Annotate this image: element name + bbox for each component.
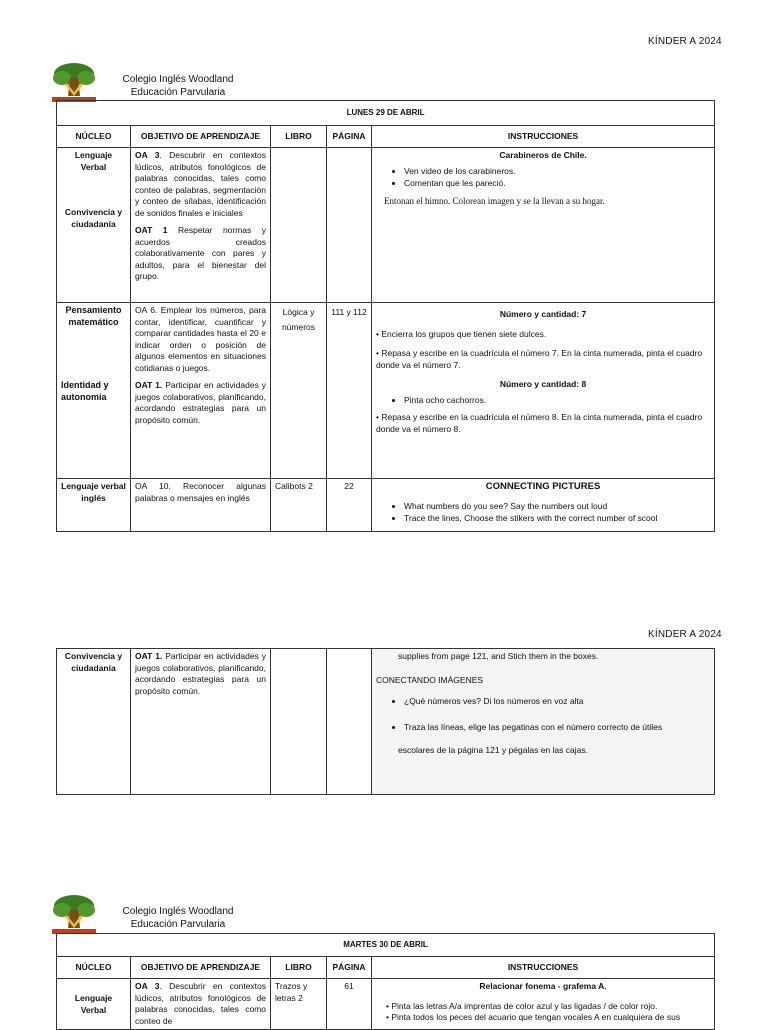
instructions-cell bbox=[372, 148, 715, 303]
col-instrucciones: INSTRUCCIONES bbox=[372, 957, 715, 979]
col-nucleo: NÚCLEO bbox=[57, 126, 131, 148]
nucleo-label: Lenguaje Verbal bbox=[74, 150, 113, 172]
objective-cell bbox=[131, 649, 271, 795]
nucleo-cell: Lenguaje Verbal bbox=[57, 979, 131, 1030]
oa-text: . Descubrir en contextos lúdicos, atributos fonológicos de palabras conocidas, tales como conteo de bbox=[135, 981, 266, 1026]
table-row bbox=[57, 148, 715, 303]
col-nucleo: NÚCLEO bbox=[57, 957, 131, 979]
plan-table-tuesday bbox=[56, 933, 715, 1030]
activity-line: • Pinta todos los peces del acuario que tengan vocales A en cualquiera de sus bbox=[386, 1012, 681, 1022]
activity-line: supplies from page 121, and Stich them in the boxes. bbox=[398, 651, 599, 661]
oat-text: Participar en actividades y juegos colaborativos, planificando, acordando estrategias para un propósito común. bbox=[135, 651, 266, 696]
activity-title: CONECTANDO IMÁGENES bbox=[376, 674, 484, 685]
activity-line: escolares de la página 121 y pégalas en las cajas. bbox=[398, 745, 588, 755]
col-libro: LIBRO bbox=[271, 957, 327, 979]
activity-line: • Pinta las letras A/a imprentas de color azul y las ligadas / de color rojo. bbox=[386, 1000, 658, 1011]
nucleo-cell: Convivencia y ciudadanía bbox=[57, 649, 131, 795]
book-cell bbox=[271, 649, 327, 795]
page-cell: 111 y 112 bbox=[327, 303, 372, 479]
page-cell bbox=[327, 148, 372, 303]
objective-cell bbox=[131, 303, 271, 479]
list-item: • Traza las líneas, elige las pegatinas con el número correcto de útiles bbox=[404, 722, 710, 734]
activity-title: CONNECTING PICTURES bbox=[485, 481, 601, 492]
school-logo bbox=[48, 60, 100, 104]
activity-title: Número y cantidad: 8 bbox=[499, 379, 587, 389]
oa-code: OA 3 bbox=[135, 981, 160, 991]
oa-text: . Descubrir en contextos lúdicos, atributos fonológicos de palabras conocidas, tales como conteo de palabras, segmentación y conteo de sílabas, identificación de sonidos finales e iniciales bbox=[135, 150, 266, 218]
activity-line: • Repasa y escribe en la cuadrícula el número 7. En la cinta numerada, pinta el cuadro donde va el número 7. bbox=[376, 348, 703, 370]
grade-label: KÍNDER A 2024 bbox=[648, 629, 722, 640]
table-row bbox=[57, 649, 715, 795]
nucleo-cell bbox=[57, 148, 131, 303]
oat-code: OAT 1. bbox=[135, 651, 163, 661]
school-header bbox=[118, 905, 238, 931]
book-cell bbox=[271, 148, 327, 303]
list-item: • Comentan que les pareció. bbox=[404, 178, 710, 190]
date-header: MARTES 30 DE ABRIL bbox=[57, 934, 715, 957]
nucleo-cell: Lenguaje verbal inglés bbox=[57, 479, 131, 532]
table-row bbox=[57, 303, 715, 479]
page-cell: 22 bbox=[327, 479, 372, 532]
col-libro: LIBRO bbox=[271, 126, 327, 148]
col-objetivo: OBJETIVO DE APRENDIZAJE bbox=[131, 957, 271, 979]
school-subtitle: Educación Parvularia bbox=[130, 919, 226, 930]
col-instrucciones: INSTRUCCIONES bbox=[372, 126, 715, 148]
activity-line: • Repasa y escribe en la cuadrícula el número 8. En la cinta numerada, pinta el cuadro donde va el número 8. bbox=[376, 412, 703, 434]
instructions-cell bbox=[372, 479, 715, 532]
col-objetivo: OBJETIVO DE APRENDIZAJE bbox=[131, 126, 271, 148]
list-item: • Pinta ocho cachorros. bbox=[404, 395, 710, 407]
book-cell: Trazos y letras 2 bbox=[271, 979, 327, 1030]
school-subtitle: Educación Parvularia bbox=[130, 87, 226, 98]
date-header: LUNES 29 DE ABRIL bbox=[57, 101, 715, 126]
plan-table-monday bbox=[56, 100, 715, 532]
page-cell: 61 bbox=[327, 979, 372, 1030]
oa-code: OA 3 bbox=[135, 150, 160, 160]
nucleo-label: Convivencia y ciudadanía bbox=[64, 207, 123, 229]
list-item: • Ven video de los carabineros. bbox=[404, 166, 710, 178]
school-header bbox=[118, 73, 238, 99]
tree-logo-icon bbox=[48, 892, 100, 936]
page-cell bbox=[327, 649, 372, 795]
activity-title: Carabineros de Chile. bbox=[499, 150, 587, 160]
oat-code: OAT 1 bbox=[135, 225, 168, 235]
book-cell: Lógica y números bbox=[271, 303, 327, 479]
grade-label: KÍNDER A 2024 bbox=[648, 36, 722, 47]
col-pagina: PÁGINA bbox=[327, 126, 372, 148]
tree-logo-icon bbox=[48, 60, 100, 104]
table-row bbox=[57, 479, 715, 532]
oat-text: Respetar normas y acuerdos creados colaborativamente con pares y adultos, para el bienestar del grupo. bbox=[135, 225, 266, 281]
plan-table-continuation bbox=[56, 648, 715, 795]
objective-cell: OA 10. Reconocer algunas palabras o mensajes en inglés bbox=[131, 479, 271, 532]
school-name: Colegio Inglés Woodland bbox=[122, 906, 234, 917]
nucleo-label: Pensamiento matemático bbox=[65, 305, 122, 327]
oa-text: OA 6. Emplear los números, para contar, identificar, cuantificar y comparar cantidades hasta el 20 e indicar orden o posición de algunos elementos en situaciones cotidianas o juegos. bbox=[135, 305, 266, 373]
oat-text: Participar en actividades y juegos colaborativos, planificando, acordando estrategias para un propósito común. bbox=[135, 380, 266, 425]
objective-cell bbox=[131, 148, 271, 303]
nucleo-label: Identidad y autonomía bbox=[61, 380, 109, 402]
instructions-cell bbox=[372, 649, 715, 795]
instructions-cell bbox=[372, 979, 715, 1030]
activity-title: Relacionar fonema - grafema A. bbox=[479, 981, 607, 991]
table-row bbox=[57, 979, 715, 1030]
nucleo-cell bbox=[57, 303, 131, 479]
instructions-cell bbox=[372, 303, 715, 479]
activity-line: • Encierra los grupos que tienen siete dulces. bbox=[376, 328, 547, 339]
list-item: • What numbers do you see? Say the numbers out loud bbox=[404, 501, 710, 513]
list-item: • Trace the lines, Choose the stikers with the correct number of scool bbox=[404, 513, 710, 525]
col-pagina: PÁGINA bbox=[327, 957, 372, 979]
school-name: Colegio Inglés Woodland bbox=[122, 74, 234, 85]
list-item: • ¿Qué números ves? Di los números en voz alta bbox=[404, 696, 710, 708]
objective-cell bbox=[131, 979, 271, 1030]
activity-title: Número y cantidad: 7 bbox=[499, 309, 587, 319]
activity-note: Entonan el himno. Colorean imagen y se la llevan a su hogar. bbox=[384, 195, 605, 206]
book-cell: Calibots 2 bbox=[271, 479, 327, 532]
oat-code: OAT 1. bbox=[135, 380, 163, 390]
school-logo bbox=[48, 892, 100, 936]
